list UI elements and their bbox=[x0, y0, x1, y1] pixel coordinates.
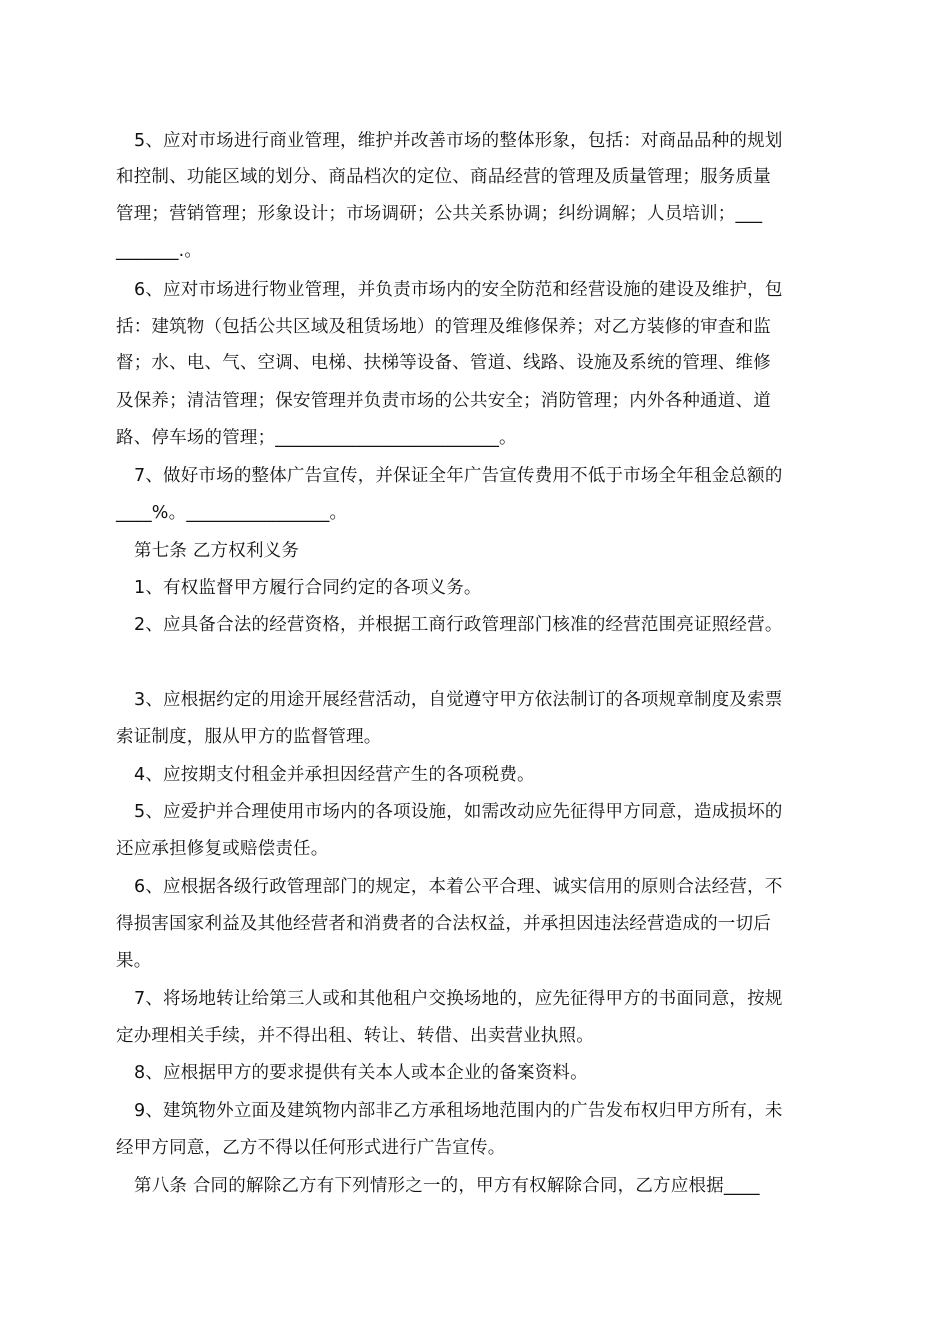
text-line: 管理；营销管理；形象设计；市场调研；公共关系协调；纠纷调解；人员培训；___ bbox=[116, 204, 763, 224]
text-line: 9、建筑物外立面及建筑物内部非乙方承租场地范围内的广告发布权归甲方所有，未 bbox=[134, 1101, 783, 1121]
text-line: 1、有权监督甲方履行合同约定的各项义务。 bbox=[134, 578, 482, 598]
text-line: 8、应根据甲方的要求提供有关本人或本企业的备案资料。 bbox=[134, 1063, 588, 1083]
text-line: 还应承担修复或赔偿责任。 bbox=[116, 839, 329, 859]
text-line: 督；水、电、气、空调、电梯、扶梯等设备、管道、线路、设施及系统的管理、维修 bbox=[116, 353, 771, 373]
text-line: 7、将场地转让给第三人或和其他租户交换场地的，应先征得甲方的书面同意，按规 bbox=[134, 989, 783, 1009]
text-line: 和控制、功能区域的划分、商品档次的定位、商品经营的管理及质量管理；服务质量 bbox=[116, 167, 771, 187]
text-line: 4、应按期支付租金并承担因经营产生的各项税费。 bbox=[134, 765, 535, 785]
text-line: 索证制度，服从甲方的监督管理。 bbox=[116, 727, 382, 747]
text-line: _______.。 bbox=[116, 241, 203, 261]
text-line: 6、应对市场进行物业管理，并负责市场内的安全防范和经营设施的建设及维护，包 bbox=[134, 280, 783, 300]
text-line: 括：建筑物（包括公共区域及租赁场地）的管理及维修保养；对乙方装修的审查和监 bbox=[116, 317, 771, 337]
text-line: 6、应根据各级行政管理部门的规定，本着公平合理、诚实信用的原则合法经营，不 bbox=[134, 877, 783, 897]
text-line: 5、应对市场进行商业管理，维护并改善市场的整体形象，包括：对商品品种的规划 bbox=[134, 131, 783, 151]
text-line: 2、应具备合法的经营资格，并根据工商行政管理部门核准的经营范围亮证照经营。 bbox=[134, 615, 783, 635]
section-heading: 第八条 合同的解除乙方有下列情形之一的，甲方有权解除合同，乙方应根据____ bbox=[134, 1176, 760, 1196]
section-heading: 第七条 乙方权利义务 bbox=[134, 541, 300, 561]
text-line: 得损害国家利益及其他经营者和消费者的合法权益，并承担因违法经营造成的一切后 bbox=[116, 914, 771, 934]
text-line: 果。 bbox=[116, 951, 152, 971]
text-line: 7、做好市场的整体广告宣传，并保证全年广告宣传费用不低于市场全年租金总额的 bbox=[134, 466, 783, 486]
text-line: 3、应根据约定的用途开展经营活动，自觉遵守甲方依法制订的各项规章制度及索票 bbox=[134, 690, 783, 710]
text-line: ____%。________________。 bbox=[116, 503, 348, 523]
text-line: 路、停车场的管理；_________________________。 bbox=[116, 428, 517, 448]
text-line: 定办理相关手续，并不得出租、转让、转借、出卖营业执照。 bbox=[116, 1026, 594, 1046]
text-line: 5、应爱护并合理使用市场内的各项设施，如需改动应先征得甲方同意，造成损坏的 bbox=[134, 802, 783, 822]
text-line: 经甲方同意，乙方不得以任何形式进行广告宣传。 bbox=[116, 1138, 506, 1158]
text-line: 及保养；清洁管理；保安管理并负责市场的公共安全；消防管理；内外各种通道、道 bbox=[116, 391, 771, 411]
